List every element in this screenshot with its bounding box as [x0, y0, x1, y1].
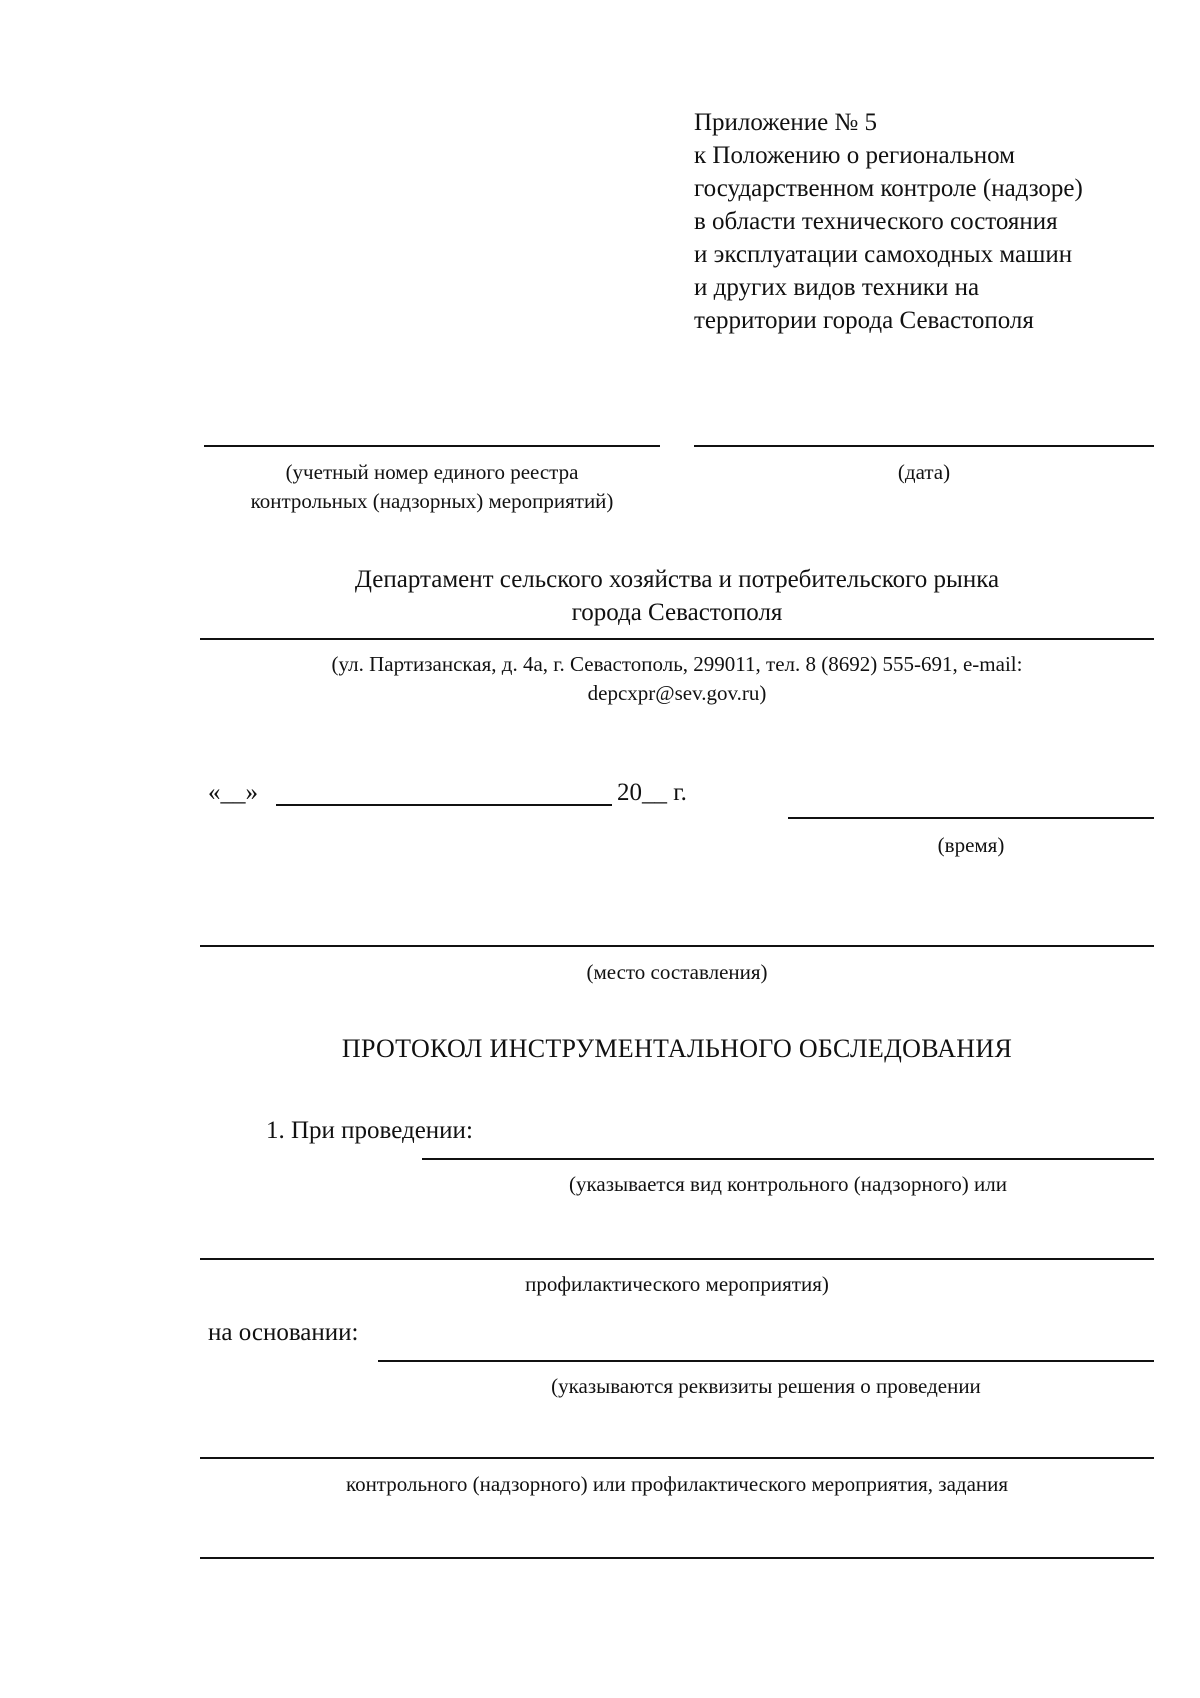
department-divider	[200, 638, 1154, 640]
appendix-line: и эксплуатации самоходных машин	[694, 241, 1073, 268]
date-caption: (дата)	[897, 460, 951, 484]
basis-caption-line2: контрольного (надзорного) или профилактического мероприятия, задания	[345, 1472, 1009, 1496]
year-field[interactable]: 20__ г.	[617, 779, 687, 806]
basis-label: на основании:	[208, 1319, 359, 1346]
basis-blank-2[interactable]	[200, 1457, 1154, 1459]
registry-caption-line2: контрольных (надзорных) мероприятий)	[250, 489, 614, 513]
appendix-line: и других видов техники на	[694, 274, 980, 301]
day-field[interactable]: «__»	[208, 779, 258, 806]
department-name-line2: города Севастополя	[571, 599, 783, 626]
department-name-line1: Департамент сельского хозяйства и потребительского рынка	[354, 566, 1000, 593]
basis-caption-line1: (указываются реквизиты решения о проведении	[551, 1374, 981, 1398]
appendix-line: государственном контроле (надзоре)	[694, 175, 1083, 202]
basis-blank-3[interactable]	[200, 1557, 1154, 1559]
item1-caption-line1: (указывается вид контрольного (надзорного) или	[569, 1172, 1007, 1196]
department-address-line1: (ул. Партизанская, д. 4а, г. Севастополь, 299011, тел. 8 (8692) 555-691, e-mail:	[331, 652, 1023, 676]
registry-caption-line1: (учетный номер единого реестра	[285, 460, 579, 484]
basis-blank[interactable]	[378, 1360, 1154, 1362]
registry-number-blank[interactable]	[204, 445, 660, 447]
item1-label: 1. При проведении:	[266, 1117, 473, 1144]
appendix-line: к Положению о региональном	[694, 142, 1015, 169]
item1-caption-line2: профилактического мероприятия)	[525, 1272, 829, 1296]
item1-blank-2[interactable]	[200, 1258, 1154, 1260]
place-caption: (место составления)	[586, 960, 768, 984]
appendix-line: Приложение № 5	[694, 109, 878, 136]
time-caption: (время)	[937, 833, 1005, 857]
department-address-line2: depcxpr@sev.gov.ru)	[587, 681, 767, 705]
protocol-title: ПРОТОКОЛ ИНСТРУМЕНТАЛЬНОГО ОБСЛЕДОВАНИЯ	[341, 1034, 1013, 1063]
date-blank[interactable]	[694, 445, 1154, 447]
time-blank[interactable]	[788, 817, 1154, 819]
appendix-header	[694, 106, 1184, 337]
month-blank[interactable]	[276, 804, 612, 806]
appendix-line: территории города Севастополя	[694, 307, 1034, 334]
place-blank[interactable]	[200, 945, 1154, 947]
department-address	[200, 650, 1154, 708]
registry-caption	[204, 458, 660, 516]
item1-blank[interactable]	[422, 1158, 1154, 1160]
appendix-line: в области технического состояния	[694, 208, 1058, 235]
department-name	[200, 563, 1154, 629]
